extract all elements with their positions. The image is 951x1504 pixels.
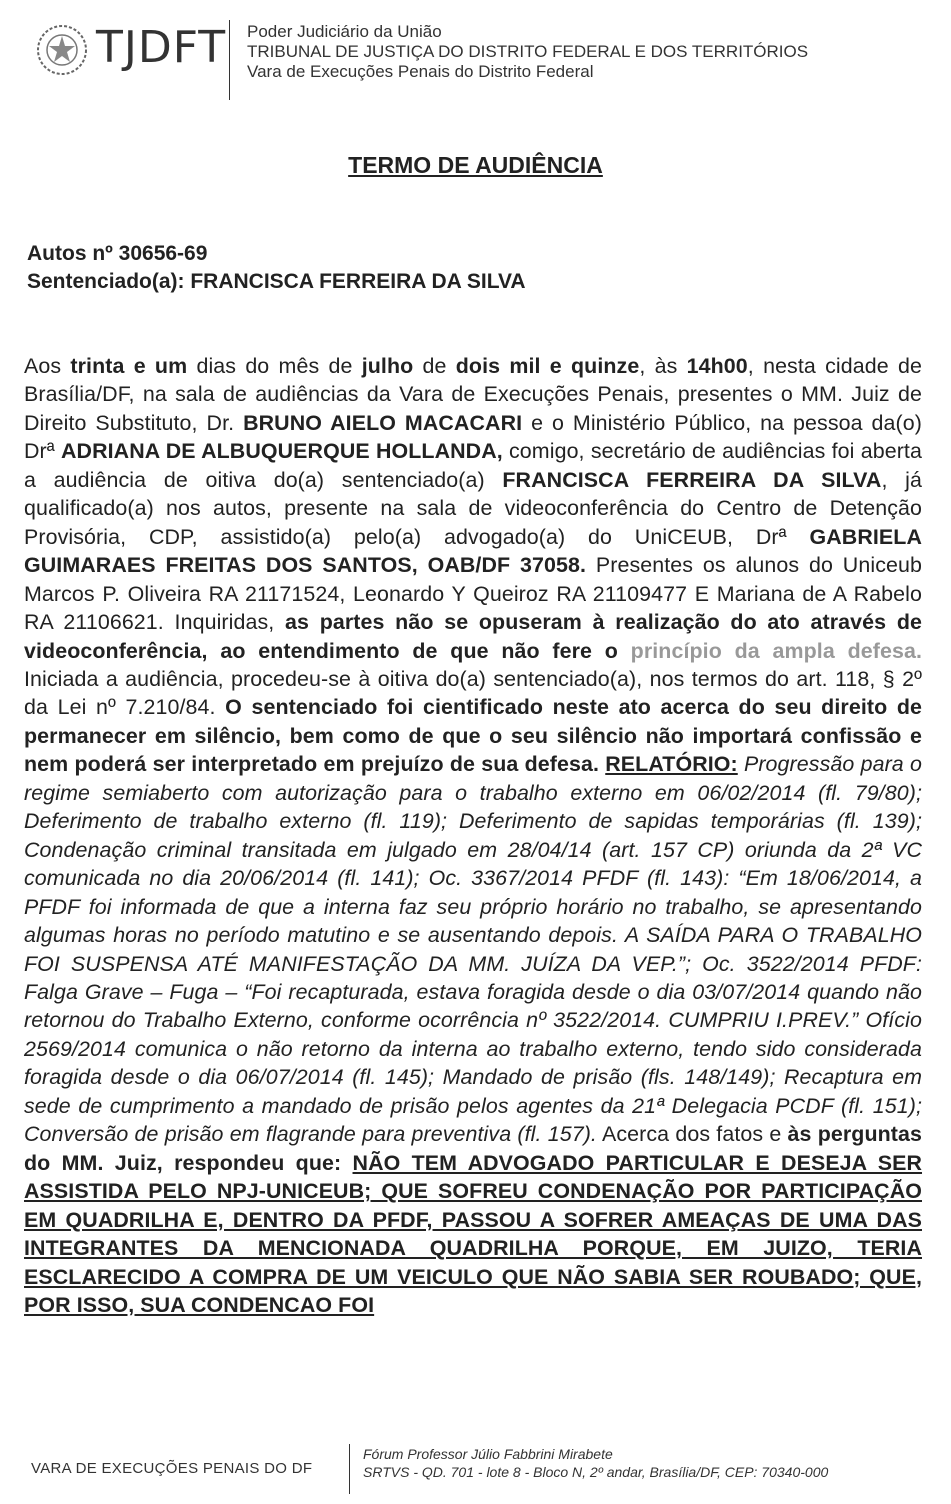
judge-name: BRUNO AIELO MACACARI: [243, 410, 523, 435]
report-heading: RELATÓRIO:: [605, 752, 738, 777]
institution-line-1: Poder Judiciário da União: [247, 22, 442, 41]
body-segment: , já qualificado(a) nos autos, presente na sala de videoconferência do Centro de Detenção Provisória, CDP, assistido(a) pelo(a) advogado(a) do UniCEUB, Drª: [24, 467, 923, 549]
body-segment: as partes não se opuseram à realização do ato através de videoconferência, ao entendimento de que não fere o: [24, 610, 922, 663]
case-info: [27, 240, 526, 296]
institution-block: [247, 22, 808, 82]
body-segment: às perguntas do MM. Juiz, respondeu que:: [24, 1122, 923, 1175]
rights-notice: O sentenciado foi cientificado neste ato acerca do seu direito de permanecer em silêncio, bem como de que o seu silêncio não importará confissão e nem poderá ser interpretado em prejuízo de sua defesa.: [24, 695, 922, 777]
header-divider: [229, 20, 230, 100]
hearing-body-text: [24, 352, 922, 1319]
institution-line-3: Vara de Execuções Penais do Distrito Federal: [247, 62, 594, 81]
footer-street: SRTVS - QD. 701 - lote 8 - Bloco N, 2º andar, Brasília/DF, CEP: 70340-000: [363, 1464, 829, 1480]
body-segment: , às: [639, 354, 687, 378]
body-segment: dois mil e quinze: [455, 354, 640, 378]
body-segment: Aos: [24, 354, 71, 378]
body-segment: 14h00: [686, 354, 748, 378]
body-segment: , nesta cidade de Brasília/DF, na sala de audiências da Vara de Execuções Penais, presentes o MM. Juiz de Direito Substituto, Dr.: [24, 354, 922, 435]
body-segment: trinta e um: [70, 354, 188, 378]
footer-divider: [349, 1444, 350, 1494]
document-header: [0, 0, 951, 110]
case-number: Autos nº 30656-69: [27, 242, 208, 265]
body-segment: comigo, secretário de audiências foi aberta a audiência de oitiva do(a) sentenciado(a): [24, 439, 922, 492]
institution-line-2: TRIBUNAL DE JUSTIÇA DO DISTRITO FEDERAL E DOS TERRITÓRIOS: [247, 42, 809, 61]
document-title: TERMO DE AUDIÊNCIA: [348, 152, 603, 178]
testimony-text: NÃO TEM ADVOGADO PARTICULAR E DESEJA SER ASSISTIDA PELO NPJ-UNICEUB; QUE SOFREU CONDENAÇÃO POR PARTICIPAÇÃO EM QUADRILHA E, DENTRO DA PFDF, PASSOU A SOFRER AMEAÇAS DE UMA DAS INTEGRANTES DA MENCIONADA QUADRILHA PORQUE, EM JUIZO, TERIA ESCLARECIDO A COMPRA DE UM VEICULO QUE NÃO SABIA SER ROUBADO; QUE, POR ISSO, SUA CONDENCAO FOI: [24, 1150, 923, 1317]
report-text: Progressão para o regime semiaberto com autorização para o trabalho externo em 06/02/2014 (fl. 79/80); Deferimento de trabalho externo (fl. 119); Deferimento de sapidas temporárias (fl. 139); Condenação criminal transitada em julgado em 28/04/14 (art. 157 CP) oriunda da 2ª VC comunicada no dia 20/06/2014 (fl. 141); Oc. 3367/2014 PFDF (fl. 143): “Em 18/06/2014, a PFDF foi informada de que a interna faz seu próprio horário no trabalho, se apresentando algumas horas no período matutino e se ausentando depois. A SAÍDA PARA O TRABALHO FOI SUSPENSA ATÉ MANIFESTAÇÃO DA MM. JUÍZA DA VEP.”; Oc. 3522/2014 PFDF: Falga Grave – Fuga – “Foi recapturada, estava foragida desde o dia 03/07/2014 quando não retornou do Trabalho Externo, conforme ocorrência nº 3522/2014. CUMPRIU I.PREV.” Ofício 2569/2014 comunica o não retorno da interna ao trabalho externo, tendo sido considerada foragida desde o dia 06/07/2014 (fl. 145); Mandado de prisão (fls. 148/149); Recaptura em sede de cumprimento a mandado de prisão pelos agentes da 21ª Delegacia PCDF (fl. 151); Conversão de prisão em flagrande para preventiva (fl. 157).: [24, 752, 923, 1147]
body-segment: princípio da ampla defesa.: [630, 638, 922, 663]
body-segment: Presentes os alunos do Uniceub Marcos P. Oliveira RA 21171524, Leonardo Y Queiroz RA 21109477 E Mariana de A Rabelo RA 21106621. Inquiridas,: [24, 553, 922, 635]
body-segment: e o Ministério Público, na pessoa da(o) Drª: [24, 410, 922, 464]
body-segment: julho: [361, 354, 414, 378]
sentenced-name: Sentenciado(a): FRANCISCA FERREIRA DA SILVA: [27, 270, 526, 293]
body-segment: [341, 1151, 352, 1175]
tjdft-logo: TJDFT: [96, 22, 227, 73]
body-segment: de: [413, 354, 456, 378]
prosecutor-name: ADRIANA DE ALBUQUERQUE HOLLANDA,: [61, 439, 503, 464]
footer-address: [363, 1445, 828, 1481]
footer-forum: Fórum Professor Júlio Fabbrini Mirabete: [363, 1446, 613, 1462]
coat-of-arms-icon: [36, 24, 88, 76]
body-segment: Acerca dos fatos e: [596, 1122, 788, 1147]
body-segment: Iniciada a audiência, procedeu-se à oitiva do(a) sentenciado(a), nos termos do art. 118, § 2º da Lei nº 7.210/84.: [24, 666, 922, 720]
body-segment: dias do mês de: [187, 354, 362, 378]
footer-court-name: VARA DE EXECUÇÕES PENAIS DO DF: [31, 1460, 313, 1477]
lawyer-name: GABRIELA GUIMARAES FREITAS DOS SANTOS, OAB/DF 37058.: [24, 524, 922, 578]
sentenced-name-inline: FRANCISCA FERREIRA DA SILVA: [502, 467, 882, 492]
